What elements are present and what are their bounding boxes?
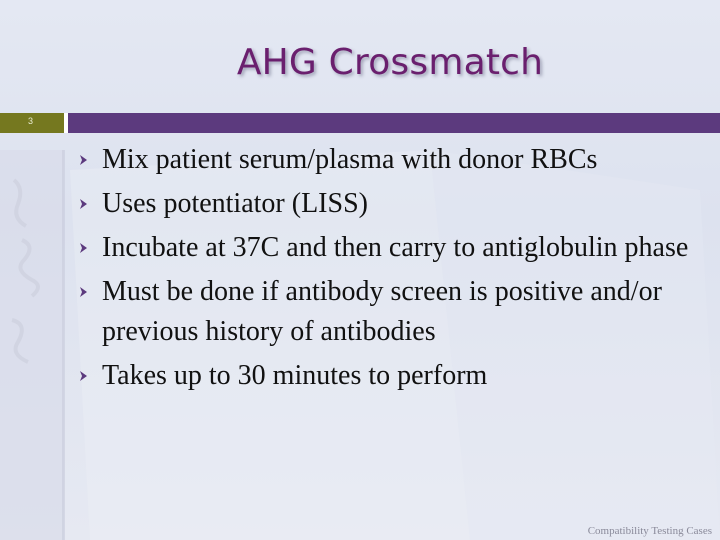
chevron-right-icon — [78, 370, 90, 382]
accent-bar — [68, 113, 720, 133]
chevron-right-icon — [78, 154, 90, 166]
bullet-item — [76, 140, 716, 180]
bullet-text: Incubate at 37C and then carry to antiglobulin phase — [102, 232, 689, 263]
bullet-item — [76, 228, 716, 268]
bullet-list — [76, 140, 716, 400]
slide-number: 3 — [28, 116, 34, 126]
title-rule-bar — [0, 113, 720, 133]
chevron-right-icon — [78, 242, 90, 254]
bullet-item — [76, 272, 716, 352]
bullet-text: Takes up to 30 minutes to perform — [102, 360, 488, 391]
chevron-right-icon — [78, 198, 90, 210]
bullet-item — [76, 184, 716, 224]
bullet-text: Uses potentiator (LISS) — [102, 188, 368, 219]
chevron-right-icon — [78, 286, 90, 298]
slide-footer: Compatibility Testing Cases — [587, 525, 712, 537]
slide-title: AHG Crossmatch — [236, 42, 544, 83]
bullet-text: Must be done if antibody screen is positive and/or previous history of antibodies — [102, 276, 662, 347]
bullet-text: Mix patient serum/plasma with donor RBCs — [102, 144, 598, 175]
bullet-item — [76, 356, 716, 396]
slide-number-box — [0, 113, 64, 133]
